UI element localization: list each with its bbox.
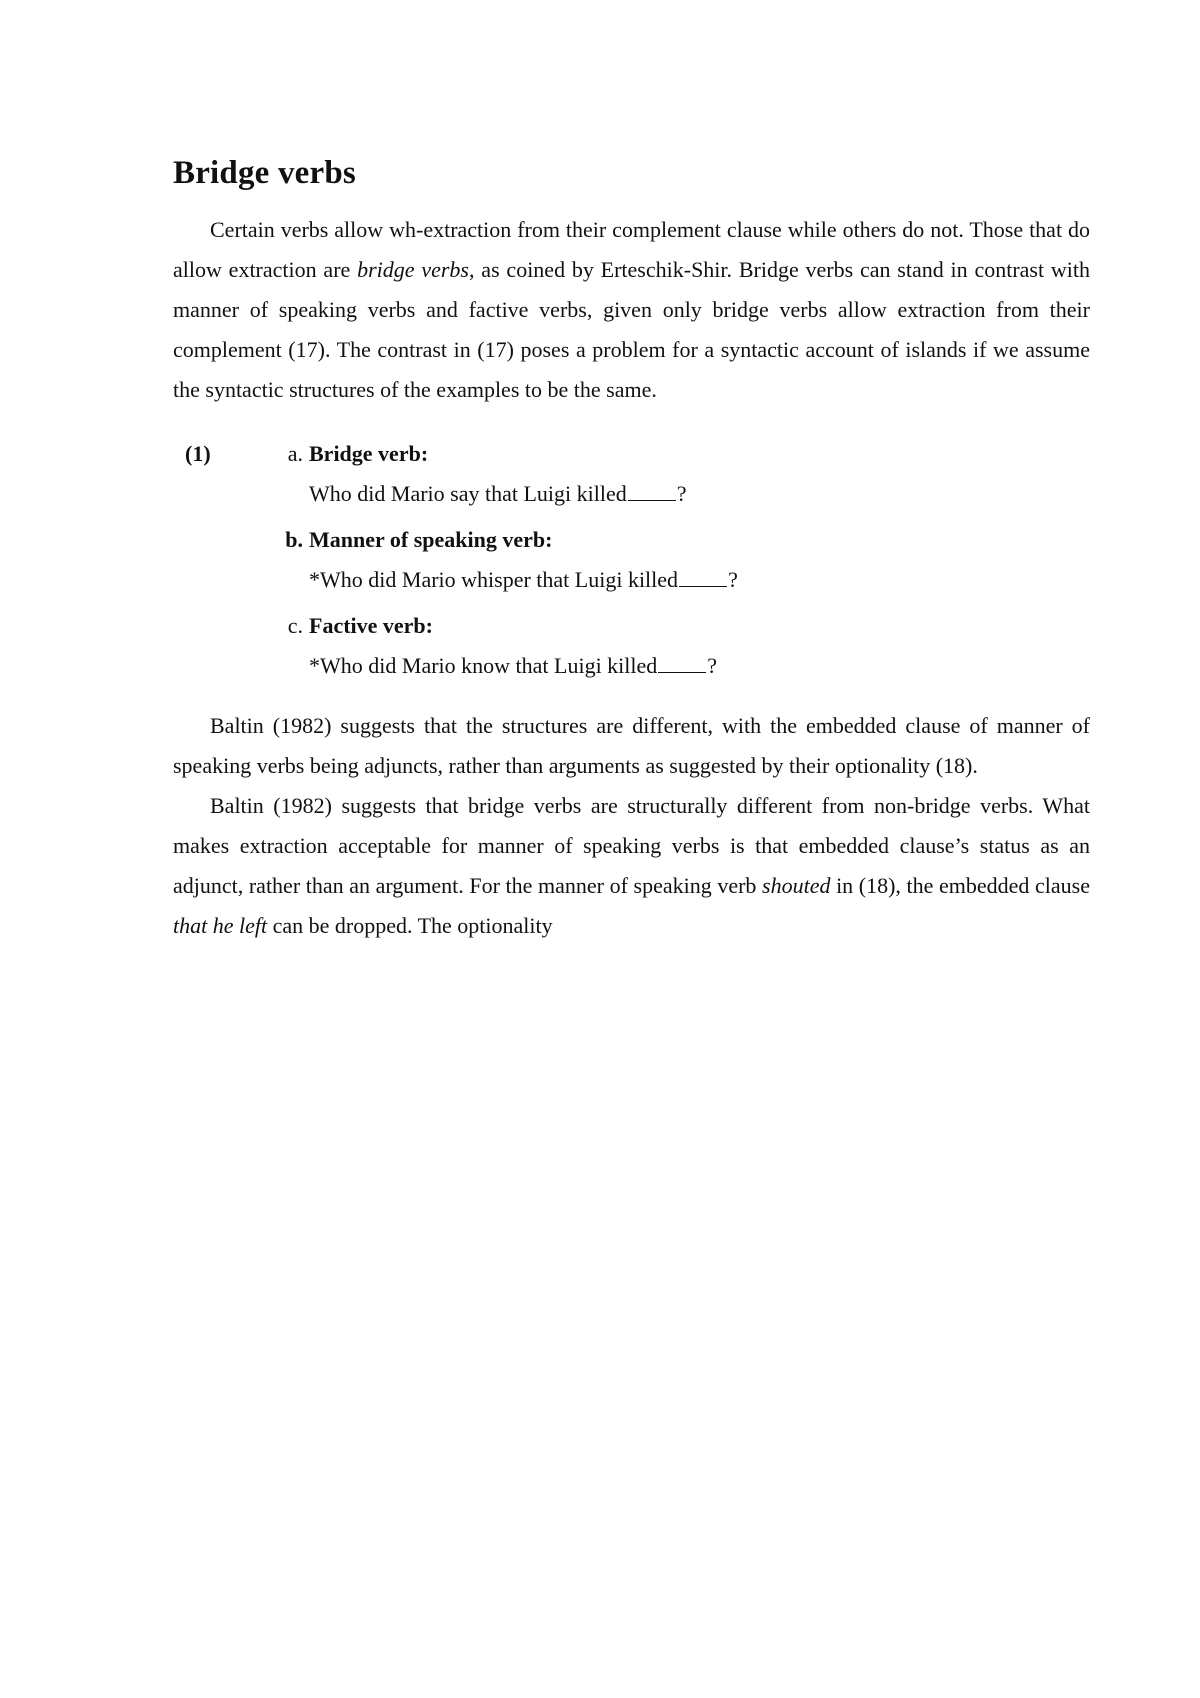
gap-blank (679, 585, 727, 587)
gap-blank (628, 499, 676, 501)
example-number: (1) (185, 441, 211, 466)
example-item-b (173, 520, 1090, 600)
example-sentence-b: *Who did Mario whisper that Luigi killed ? (309, 567, 738, 592)
baltin-paragraph-1: Baltin (1982) suggests that the structures are different, with the embedded clause of manner of speaking verbs being adjuncts, rather than arguments as suggested by their optionality (18). (173, 713, 1090, 778)
example-heading-c: Factive verb: (309, 613, 433, 638)
emphasis-shouted: shouted (762, 873, 831, 898)
document-page (173, 155, 1090, 946)
example-letter-a: a. (287, 441, 303, 466)
example-letter-c: c. (287, 613, 303, 638)
gap-blank (658, 671, 706, 673)
intro-paragraph (173, 210, 1090, 410)
example-sentence-c: *Who did Mario know that Luigi killed ? (309, 653, 718, 678)
example-sentence-a: Who did Mario say that Luigi killed ? (309, 481, 687, 506)
example-list (173, 434, 1090, 686)
intro-text-2: , as coined by Erteschik-Shir. Bridge verbs can stand in contrast with manner of speaking verbs and factive verbs, given only bridge verbs allow extraction from their complement (17). The contrast in (17) poses a problem for a syntactic account of islands if we assume the syntactic structures of the examples to be the same. (173, 257, 1090, 402)
baltin-paragraph-2: Baltin (1982) suggests that bridge verbs are structurally different from non-bridge verbs. What makes extraction acceptable for manner of speaking verbs is that embedded clause’s status as an adjunct, rather than an argument. For the manner of speaking verb shouted in (18), the embedded clause that he left can be dropped. The optionality (173, 793, 1090, 938)
example-item-a (173, 434, 1090, 514)
example-item-c (173, 606, 1090, 686)
example-heading-a: Bridge verb: (309, 441, 429, 466)
emphasis-that-he-left: that he left (173, 913, 268, 938)
page-title: Bridge verbs (173, 155, 356, 191)
intro-text-1: Certain verbs allow wh-extraction from their complement clause while others do not. Those that do allow extraction are (173, 217, 1090, 282)
example-heading-b: Manner of speaking verb: (309, 527, 553, 552)
example-letter-b: b. (285, 527, 303, 552)
intro-emphasis: bridge verbs (357, 257, 469, 282)
